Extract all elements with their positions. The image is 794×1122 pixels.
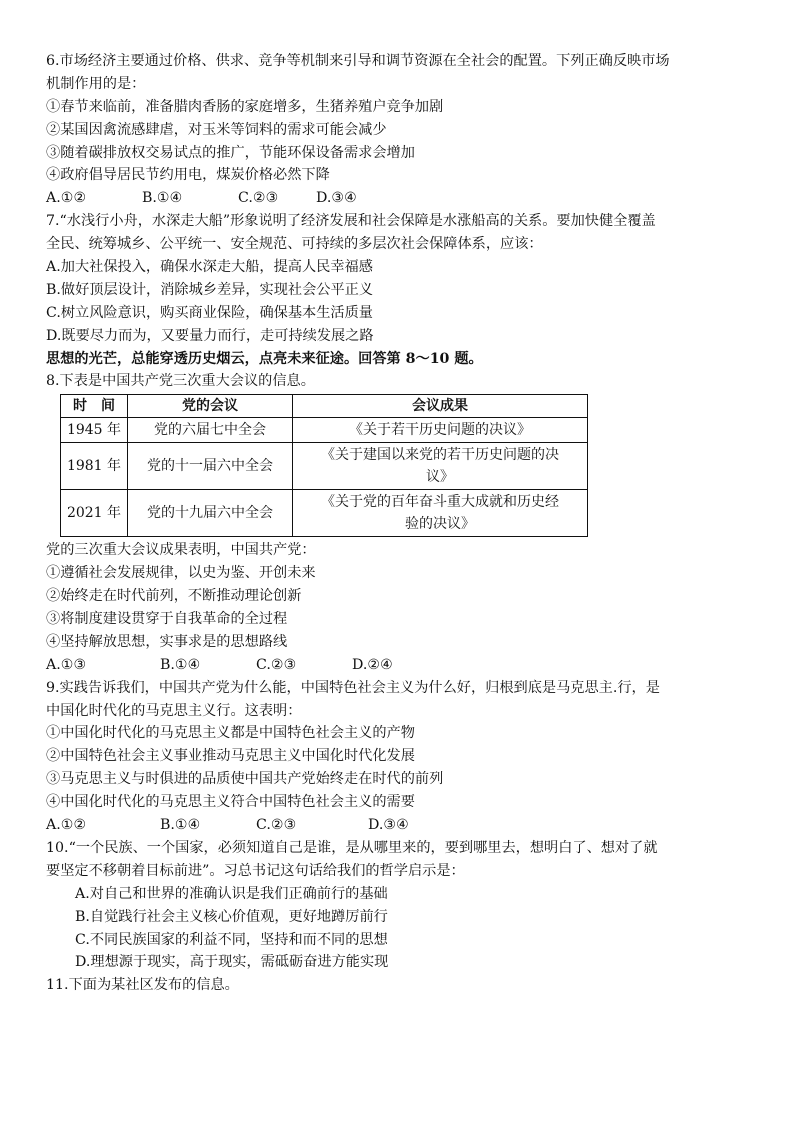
q9-option-c[interactable]: C.②③: [256, 817, 297, 834]
q6-option-c[interactable]: C.②③: [238, 190, 279, 207]
table-cell-result: [293, 418, 588, 443]
table-cell-result-line1: 《关于若干历史问题的决议》: [349, 422, 531, 439]
q6-item-4: ④政府倡导居民节约用电，煤炭价格必然下降: [46, 167, 330, 184]
q8-option-b[interactable]: B.①④: [160, 656, 201, 673]
table-cell-year: 1945 年: [61, 418, 128, 443]
q9-item-1: ①中国化时代化的马克思主义都是中国特色社会主义的产物: [46, 725, 415, 742]
q10-option-c[interactable]: C.不同民族国家的利益不同，坚持和而不同的思想: [75, 931, 388, 948]
table-row: [61, 443, 588, 490]
q10-option-a[interactable]: A.对自己和世界的准确认识是我们正确前行的基础: [75, 885, 388, 902]
table-cell-meeting: 党的六届七中全会: [128, 418, 293, 443]
table-cell-meeting: 党的十一届六中全会: [128, 443, 293, 490]
table-header-meeting: 党的会议: [128, 395, 293, 418]
q8-item-2: ②始终走在时代前列，不断推动理论创新: [46, 588, 302, 605]
q9-stem-line2: 中国化时代化的马克思主义行。这表明：: [46, 702, 302, 719]
section-heading: 思想的光芒，总能穿透历史烟云，点亮未来征途。回答第 8～10 题。: [46, 350, 483, 367]
table-cell-result: [293, 490, 588, 537]
question-8: [46, 370, 766, 676]
table-cell-result-line1: 《关于建国以来党的若干历史问题的决: [321, 447, 559, 464]
q11-stem: 11.下面为某社区发布的信息。: [46, 977, 239, 994]
q10-option-d[interactable]: D.理想源于现实，高于现实，需砥砺奋进方能实现: [75, 954, 389, 971]
q7-option-a[interactable]: A.加大社保投入，确保水深走大船，提高人民幸福感: [46, 259, 373, 276]
q10-stem-line1: 10.“一个民族、一个国家，必须知道自己是谁，是从哪里来的，要到哪里去，想明白了、想对了就: [46, 839, 658, 856]
q9-item-4: ④中国化时代化的马克思主义符合中国特色社会主义的需要: [46, 794, 415, 811]
q9-item-3: ③马克思主义与时俱进的品质使中国共产党始终走在时代的前列: [46, 771, 444, 788]
table-row: [61, 418, 588, 443]
q8-item-4: ④坚持解放思想，实事求是的思想路线: [46, 633, 288, 650]
q8-item-1: ①遵循社会发展规律，以史为鉴、开创未来: [46, 565, 316, 582]
meetings-table: [60, 394, 588, 537]
table-cell-year: 1981 年: [61, 443, 128, 490]
q6-item-2: ②某国因禽流感肆虐，对玉米等饲料的需求可能会减少: [46, 121, 387, 138]
q7-stem-line2: 全民、统筹城乡、公平统一、安全规范、可持续的多层次社会保障体系，应该：: [46, 236, 543, 253]
q7-stem-line1: 7.“水浅行小舟，水深走大船”形象说明了经济发展和社会保障是水涨船高的关系。要加快健全覆盖: [46, 213, 656, 230]
table-cell-result: [293, 443, 588, 490]
q8-stem-line2: 党的三次重大会议成果表明，中国共产党：: [46, 542, 316, 559]
q8-option-d[interactable]: D.②④: [352, 656, 393, 673]
question-7: [46, 210, 766, 347]
q6-option-d[interactable]: D.③④: [316, 190, 357, 207]
table-row: [61, 490, 588, 537]
q8-option-c[interactable]: C.②③: [256, 656, 297, 673]
q6-option-a[interactable]: A.①②: [46, 190, 87, 207]
q9-option-d[interactable]: D.③④: [368, 817, 409, 834]
q9-option-b[interactable]: B.①④: [160, 817, 201, 834]
q6-options: [46, 187, 766, 210]
q9-options: [46, 814, 766, 837]
q9-option-a[interactable]: A.①②: [46, 817, 87, 834]
table-header-time: 时 间: [61, 395, 128, 418]
q6-item-3: ③随着碳排放权交易试点的推广，节能环保设备需求会增加: [46, 144, 415, 161]
exam-page: [46, 50, 766, 997]
table-cell-result-line2: 议》: [426, 469, 454, 486]
table-cell-result-line1: 《关于党的百年奋斗重大成就和历史经: [321, 494, 559, 511]
q6-option-b[interactable]: B.①④: [142, 190, 183, 207]
q9-item-2: ②中国特色社会主义事业推动马克思主义中国化时代化发展: [46, 748, 415, 765]
q7-option-d[interactable]: D.既要尽力而为，又要量力而行，走可持续发展之路: [46, 327, 374, 344]
question-6: [46, 50, 766, 210]
q10-option-b[interactable]: B.自觉践行社会主义核心价值观，更好地蹲厉前行: [75, 908, 388, 925]
q8-stem: 8.下表是中国共产党三次重大会议的信息。: [46, 373, 315, 390]
table-header-row: [61, 395, 588, 418]
question-11: [46, 974, 766, 997]
q10-stem-line2: 要坚定不移朝着目标前进”。习总书记这句话给我们的哲学启示是：: [46, 862, 465, 879]
table-cell-year: 2021 年: [61, 490, 128, 537]
q9-stem-line1: 9.实践告诉我们，中国共产党为什么能，中国特色社会主义为什么好，归根到底是马克思主.行，是: [46, 679, 660, 696]
table-cell-result-line2: 验的决议》: [405, 516, 475, 533]
q7-option-c[interactable]: C.树立风险意识，购买商业保险，确保基本生活质量: [46, 304, 373, 321]
table-header-result: 会议成果: [293, 395, 588, 418]
q7-option-b[interactable]: B.做好顶层设计，消除城乡差异，实现社会公平正义: [46, 281, 374, 298]
q6-item-1: ①春节来临前，准备腊肉香肠的家庭增多，生猪养殖户竞争加剧: [46, 98, 444, 115]
question-9: [46, 677, 766, 837]
q6-stem-line2: 机制作用的是：: [46, 75, 146, 92]
q8-options: [46, 654, 766, 677]
question-10: [46, 837, 766, 974]
q6-stem-line1: 6.市场经济主要通过价格、供求、竞争等机制来引导和调节资源在全社会的配置。下列正确反映市场: [46, 53, 670, 69]
q8-item-3: ③将制度建设贯穿于自我革命的全过程: [46, 611, 288, 628]
table-cell-meeting: 党的十九届六中全会: [128, 490, 293, 537]
q8-option-a[interactable]: A.①③: [46, 656, 87, 673]
